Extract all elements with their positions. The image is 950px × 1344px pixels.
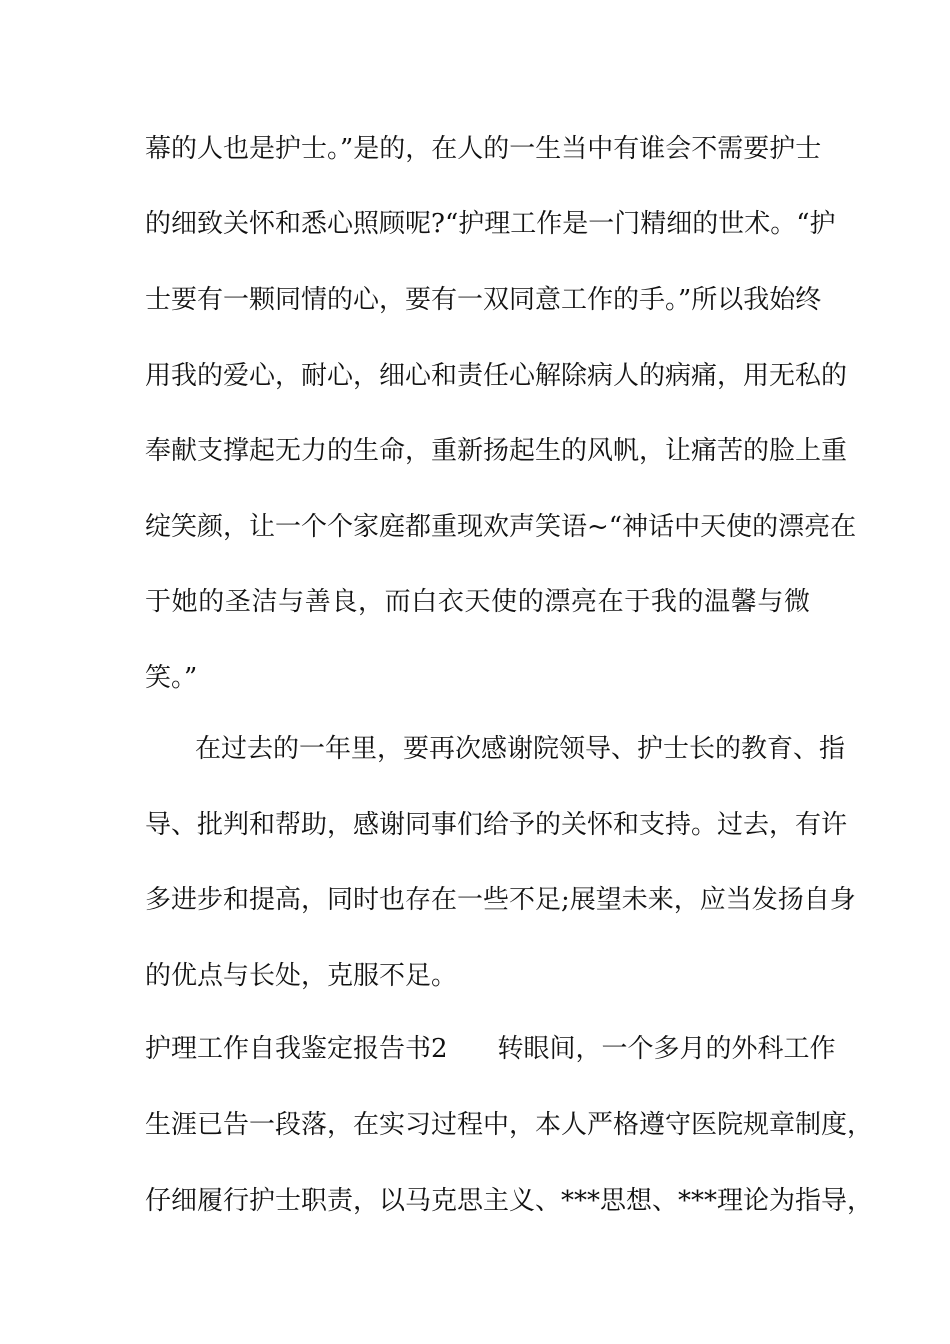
text-line: 绽笑颜，让一个个家庭都重现欢声笑语~“神话中天使的漂亮在 <box>145 512 857 542</box>
text-line: 导、批判和帮助，感谢同事们给予的关怀和支持。过去，有许 <box>145 810 848 840</box>
text-line: 的细致关怀和悉心照顾呢?“护理工作是一门精细的世术。“护 <box>145 209 836 239</box>
section-title: 护理工作自我鉴定报告书2 <box>145 1034 448 1064</box>
text-line: 多进步和提高，同时也存在一些不足;展望未来，应当发扬自身 <box>145 885 856 915</box>
text-line: 仔细履行护士职责，以马克思主义、***思想、***理论为指导， <box>145 1186 874 1216</box>
section-heading-line <box>145 1029 836 1069</box>
text-line: 用我的爱心，耐心，细心和责任心解除病人的病痛，用无私的 <box>145 361 848 391</box>
text-line: 的优点与长处，克服不足。 <box>145 961 458 991</box>
section-first-text: 转眼间，一个多月的外科工作 <box>497 1034 836 1064</box>
text-line: 笑。” <box>145 663 198 693</box>
text-line: 幕的人也是护士。”是的，在人的一生当中有谁会不需要护士 <box>145 134 822 164</box>
paragraph-first-line: 在过去的一年里，要再次感谢院领导、护士长的教育、指 <box>195 734 846 764</box>
text-line: 士要有一颗同情的心，要有一双同意工作的手。”所以我始终 <box>145 285 822 315</box>
text-line: 于她的圣洁与善良，而白衣天使的漂亮在于我的温馨与微 <box>145 587 810 617</box>
text-line: 生涯已告一段落，在实习过程中，本人严格遵守医院规章制度， <box>145 1110 874 1140</box>
text-line: 奉献支撑起无力的生命，重新扬起生的风帆，让痛苦的脸上重 <box>145 436 848 466</box>
